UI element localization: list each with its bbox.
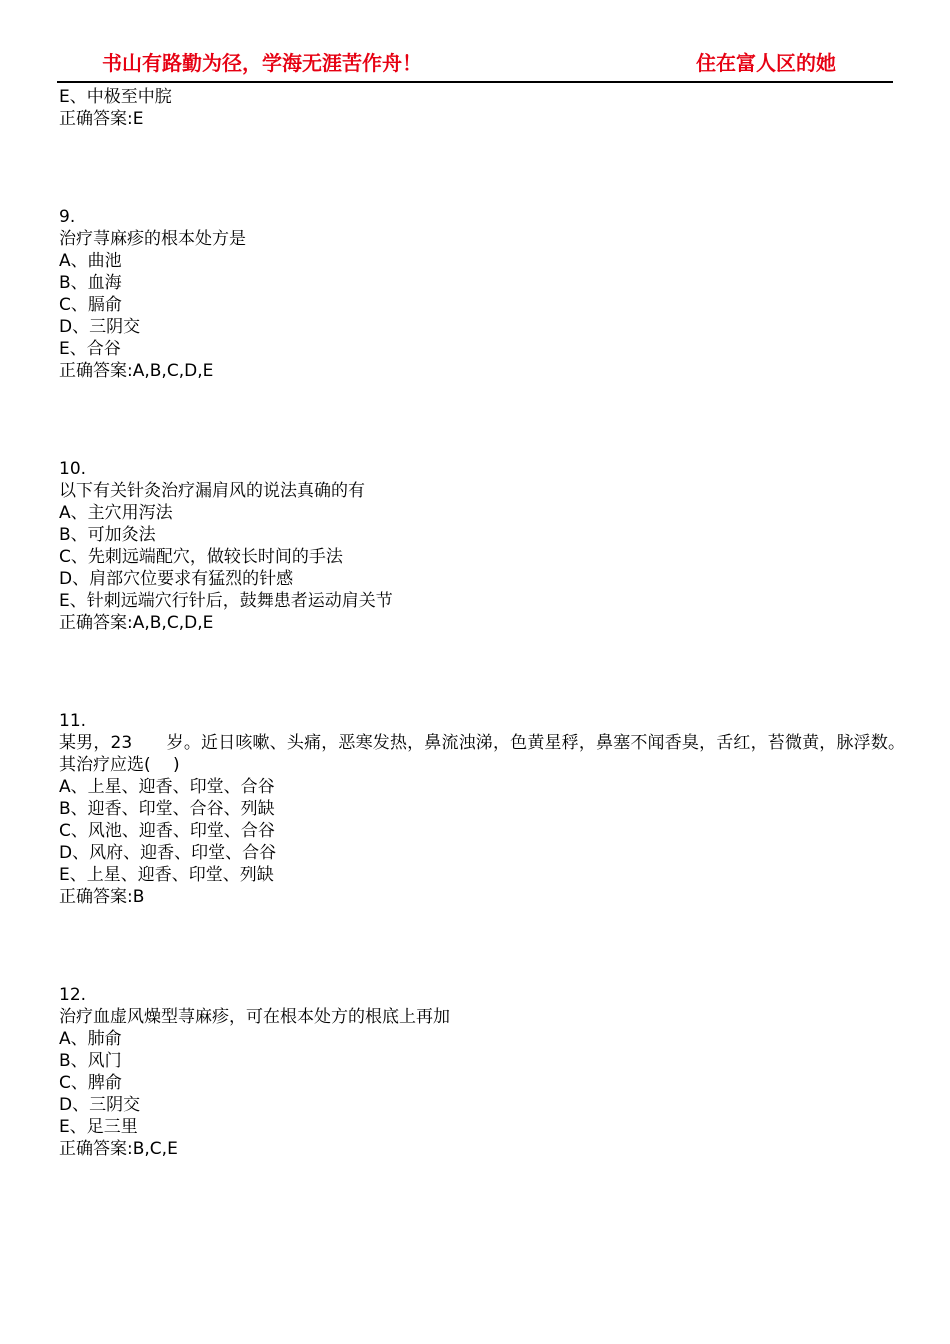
option-b: B、可加灸法 <box>59 525 156 545</box>
option-c: C、风池、迎香、印堂、合谷 <box>59 821 275 841</box>
option-d: D、肩部穴位要求有猛烈的针感 <box>59 569 294 589</box>
option-c: C、膈俞 <box>59 295 122 315</box>
question-list <box>59 86 909 1160</box>
question-8-fragment <box>59 86 909 130</box>
option-b: B、血海 <box>59 273 122 293</box>
option-d: D、风府、迎香、印堂、合谷 <box>59 843 277 863</box>
option-d: D、三阴交 <box>59 317 141 337</box>
option-e: E、足三里 <box>59 1117 138 1137</box>
header-motto-right: 住在富人区的她 <box>696 51 836 75</box>
question-9 <box>59 206 909 382</box>
option-e: E、针刺远端穴行针后，鼓舞患者运动肩关节 <box>59 591 393 611</box>
question-stem: 某男，23 岁。近日咳嗽、头痛，恶寒发热，鼻流浊涕，色黄星稃，鼻塞不闻香臭，舌红，苔微黄，脉浮数。其治疗应选( ) <box>59 733 905 775</box>
question-12 <box>59 984 909 1160</box>
option-b: B、风门 <box>59 1051 122 1071</box>
question-number: 9. <box>59 207 76 227</box>
option-d: D、三阴交 <box>59 1095 141 1115</box>
option-e: E、中极至中脘 <box>59 87 172 107</box>
option-a: A、上星、迎香、印堂、合谷 <box>59 777 275 797</box>
correct-answer: 正确答案:E <box>59 109 144 129</box>
page-header <box>0 0 950 84</box>
question-stem: 治疗荨麻疹的根本处方是 <box>59 229 246 249</box>
question-stem: 治疗血虚风燥型荨麻疹，可在根本处方的根底上再加 <box>59 1007 450 1027</box>
question-stem: 以下有关针灸治疗漏肩风的说法真确的有 <box>59 481 365 501</box>
correct-answer: 正确答案:B <box>59 887 145 907</box>
correct-answer: 正确答案:A,B,C,D,E <box>59 613 214 633</box>
option-c: C、脾俞 <box>59 1073 122 1093</box>
question-number: 10. <box>59 459 87 479</box>
header-motto-left: 书山有路勤为径，学海无涯苦作舟！ <box>102 51 422 75</box>
option-a: A、曲池 <box>59 251 122 271</box>
option-e: E、合谷 <box>59 339 121 359</box>
question-number: 11. <box>59 711 87 731</box>
option-c: C、先刺远端配穴，做较长时间的手法 <box>59 547 343 567</box>
header-divider <box>57 81 893 83</box>
correct-answer: 正确答案:B,C,E <box>59 1139 178 1159</box>
question-10 <box>59 458 909 634</box>
option-a: A、肺俞 <box>59 1029 122 1049</box>
question-11 <box>59 710 909 908</box>
correct-answer: 正确答案:A,B,C,D,E <box>59 361 214 381</box>
option-b: B、迎香、印堂、合谷、列缺 <box>59 799 275 819</box>
question-number: 12. <box>59 985 87 1005</box>
option-a: A、主穴用泻法 <box>59 503 173 523</box>
option-e: E、上星、迎香、印堂、列缺 <box>59 865 274 885</box>
